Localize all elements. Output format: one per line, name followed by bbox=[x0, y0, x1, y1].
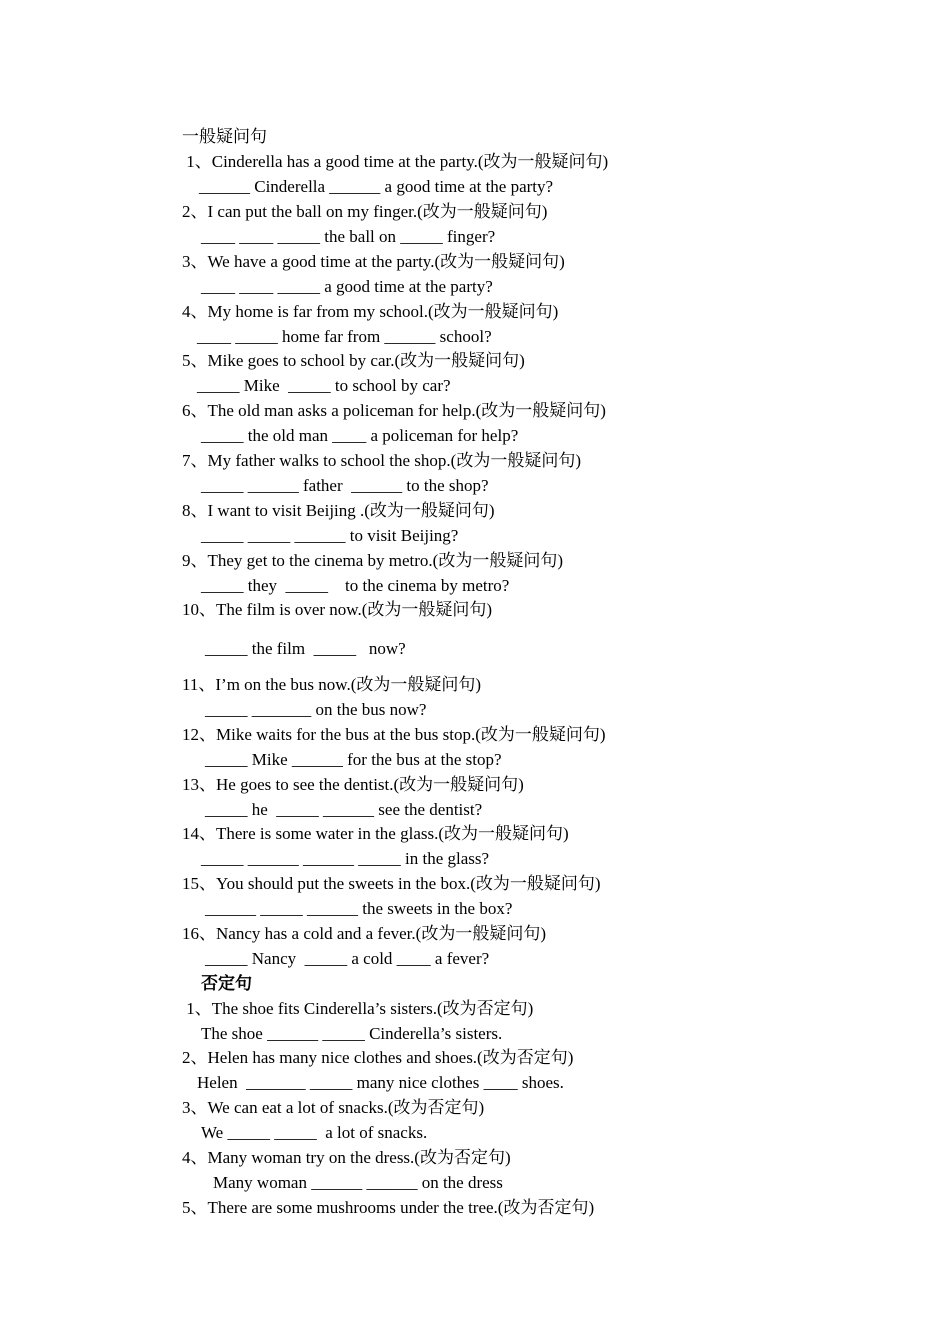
exercise-prompt: 4、My home is far from my school.(改为一般疑问句) bbox=[182, 302, 559, 321]
section-heading-negative-sentences: 否定句 bbox=[201, 974, 252, 993]
exercise-prompt: 12、Mike waits for the bus at the bus stop.(改为一般疑问句) bbox=[182, 725, 606, 744]
exercise-prompt: 7、My father walks to school the shop.(改为一般疑问句) bbox=[182, 451, 581, 470]
exercise-answer-line: _____ the film _____ now? bbox=[205, 639, 406, 658]
exercise-answer-line: _____ ______ ______ _____ in the glass? bbox=[201, 849, 490, 868]
exercise-answer-line: _____ Mike ______ for the bus at the stop? bbox=[205, 750, 502, 769]
exercise-prompt: 3、We can eat a lot of snacks.(改为否定句) bbox=[182, 1098, 485, 1117]
exercise-answer-line: _____ they _____ to the cinema by metro? bbox=[201, 576, 510, 595]
exercise-prompt: 3、We have a good time at the party.(改为一般疑问句) bbox=[182, 252, 565, 271]
exercise-prompt: 1、The shoe fits Cinderella’s sisters.(改为否定句) bbox=[182, 999, 534, 1018]
exercise-prompt: 16、Nancy has a cold and a fever.(改为一般疑问句) bbox=[182, 924, 546, 943]
exercise-answer-line: ____ _____ home far from ______ school? bbox=[197, 327, 492, 346]
exercise-answer-line: ______ _____ ______ the sweets in the box? bbox=[205, 899, 513, 918]
exercise-prompt: 2、Helen has many nice clothes and shoes.(改为否定句) bbox=[182, 1048, 574, 1067]
exercise-prompt: 13、He goes to see the dentist.(改为一般疑问句) bbox=[182, 775, 524, 794]
exercise-answer-line: ____ ____ _____ a good time at the party? bbox=[201, 277, 493, 296]
exercise-prompt: 2、I can put the ball on my finger.(改为一般疑问句) bbox=[182, 202, 548, 221]
exercise-prompt: 5、There are some mushrooms under the tree.(改为否定句) bbox=[182, 1198, 595, 1217]
exercise-answer-line: We _____ _____ a lot of snacks. bbox=[201, 1123, 428, 1142]
exercise-prompt: 11、I’m on the bus now.(改为一般疑问句) bbox=[182, 675, 482, 694]
section-heading-yes-no-questions: 一般疑问句 bbox=[182, 127, 267, 146]
exercise-answer-line: Many woman ______ ______ on the dress bbox=[213, 1173, 503, 1192]
exercise-answer-line: ______ Cinderella ______ a good time at the party? bbox=[199, 177, 554, 196]
exercise-prompt: 6、The old man asks a policeman for help.(改为一般疑问句) bbox=[182, 401, 606, 420]
exercise-answer-line: _____ Mike _____ to school by car? bbox=[197, 376, 451, 395]
exercise-prompt: 4、Many woman try on the dress.(改为否定句) bbox=[182, 1148, 511, 1167]
exercise-prompt: 1、Cinderella has a good time at the party.(改为一般疑问句) bbox=[182, 152, 609, 171]
exercise-answer-line: _____ Nancy _____ a cold ____ a fever? bbox=[205, 949, 490, 968]
exercise-answer-line: _____ ______ father ______ to the shop? bbox=[201, 476, 489, 495]
exercise-prompt: 10、The film is over now.(改为一般疑问句) bbox=[182, 600, 493, 619]
exercise-prompt: 8、I want to visit Beijing .(改为一般疑问句) bbox=[182, 501, 495, 520]
exercise-answer-line: _____ _____ ______ to visit Beijing? bbox=[201, 526, 459, 545]
exercise-prompt: 5、Mike goes to school by car.(改为一般疑问句) bbox=[182, 351, 525, 370]
exercise-prompt: 15、You should put the sweets in the box.(改为一般疑问句) bbox=[182, 874, 601, 893]
exercise-prompt: 14、There is some water in the glass.(改为一般疑问句) bbox=[182, 824, 569, 843]
exercise-prompt: 9、They get to the cinema by metro.(改为一般疑问句) bbox=[182, 551, 563, 570]
exercise-answer-line: _____ he _____ ______ see the dentist? bbox=[205, 800, 483, 819]
exercise-answer-line: The shoe ______ _____ Cinderella’s sisters. bbox=[201, 1024, 503, 1043]
exercise-answer-line: _____ _______ on the bus now? bbox=[205, 700, 427, 719]
exercise-answer-line: ____ ____ _____ the ball on _____ finger? bbox=[201, 227, 496, 246]
exercise-answer-line: Helen _______ _____ many nice clothes ____ shoes. bbox=[197, 1073, 564, 1092]
exercise-answer-line: _____ the old man ____ a policeman for help? bbox=[201, 426, 519, 445]
